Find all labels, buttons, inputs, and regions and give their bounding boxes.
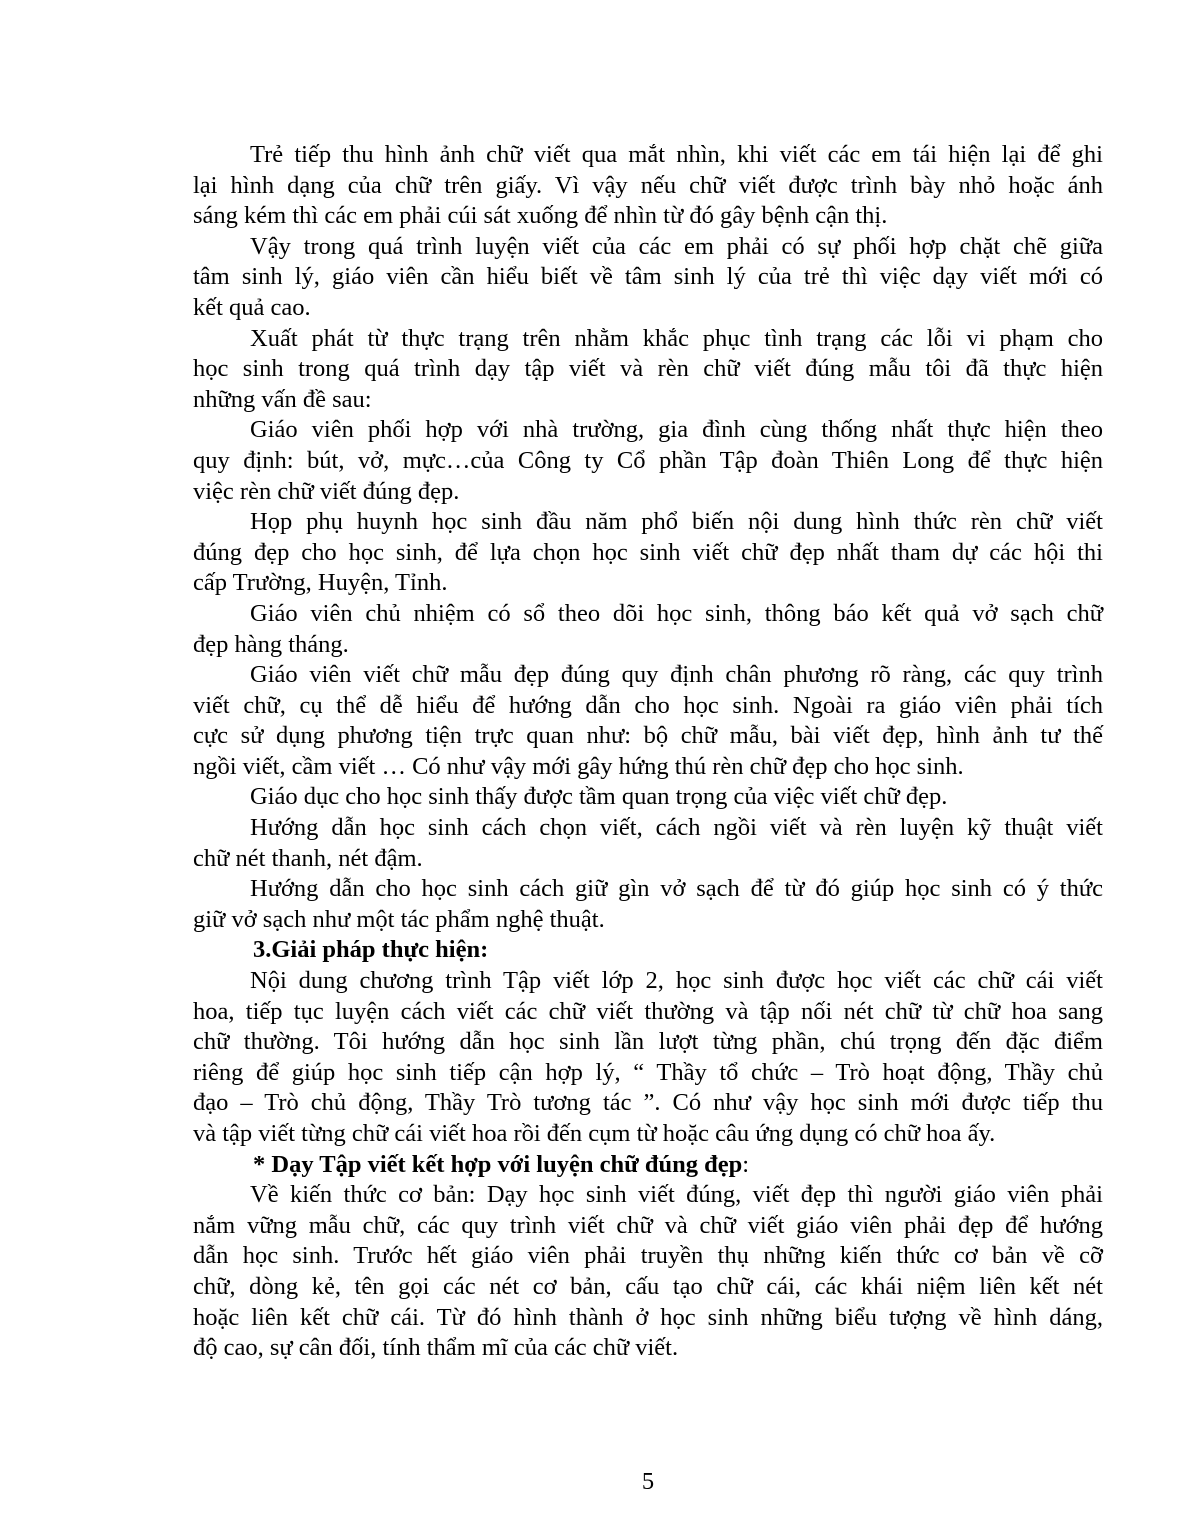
paragraph-notebook (193, 874, 1103, 935)
text-line: kết quả cao. (193, 293, 311, 321)
text-line: Nội dung chương trình Tập viết lớp 2, học sinh được học viết các chữ cái viết (250, 967, 1103, 995)
text-line: viết chữ, cụ thể dễ hiểu để hướng dẫn cho học sinh. Ngoài ra giáo viên phải tích (193, 691, 1103, 719)
text-line: giữ vở sạch như một tác phẩm nghệ thuật. (193, 905, 605, 933)
text-line: hoặc liên kết chữ cái. Từ đó hình thành ở học sinh những biểu tượng về hình dáng, (193, 1303, 1103, 1331)
text-line: Giáo viên phối hợp với nhà trường, gia đình cùng thống nhất thực hiện theo (250, 416, 1103, 444)
paragraph-knowledge (193, 1180, 1103, 1364)
text-line: riêng để giúp học sinh tiếp cận hợp lý, “ Thầy tổ chức – Trò hoạt động, Thầy chủ (193, 1058, 1103, 1086)
text-line: đẹp hàng tháng. (193, 630, 349, 658)
paragraph-model-writing (193, 660, 1103, 782)
section-heading-3 (193, 935, 1103, 966)
text-line: việc rèn chữ viết đúng đẹp. (193, 477, 460, 505)
text-line: Hướng dẫn cho học sinh cách giữ gìn vở sạch để từ đó giúp học sinh có ý thức (250, 875, 1103, 903)
text-line: Về kiến thức cơ bản: Dạy học sinh viết đúng, viết đẹp thì người giáo viên phải (250, 1181, 1103, 1209)
text-line: chữ thường. Tôi hướng dẫn học sinh lần lượt từng phần, chú trọng đến đặc điểm (193, 1028, 1103, 1056)
paragraph-origin (193, 324, 1103, 416)
text-line: chữ, dòng kẻ, tên gọi các nét cơ bản, cấu tạo chữ cái, các khái niệm liên kết nét (193, 1272, 1103, 1300)
text-line: Trẻ tiếp thu hình ảnh chữ viết qua mắt nhìn, khi viết các em tái hiện lại để ghi (250, 141, 1103, 168)
text-line: ngồi viết, cầm viết … Có như vậy mới gây hứng thú rèn chữ đẹp cho học sinh. (193, 752, 964, 780)
paragraph-psychology (193, 232, 1103, 324)
text-line: Giáo dục cho học sinh thấy được tầm quan trọng của việc viết chữ đẹp. (250, 783, 948, 811)
text-line: Hướng dẫn học sinh cách chọn viết, cách ngồi viết và rèn luyện kỹ thuật viết (250, 814, 1103, 842)
text-line: hoa, tiếp tục luyện cách viết các chữ viết thường và tập nối nét chữ từ chữ hoa sang (193, 997, 1103, 1025)
text-line: Giáo viên viết chữ mẫu đẹp đúng quy định chân phương rõ ràng, các quy trình (250, 661, 1103, 689)
text-line: đạo – Trò chủ động, Thầy Trò tương tác ”. Có như vậy học sinh mới được tiếp thu (193, 1089, 1103, 1117)
text-line: lại hình dạng của chữ trên giấy. Vì vậy nếu chữ viết được trình bày nhỏ hoặc ánh (193, 171, 1103, 199)
paragraph-education (193, 782, 1103, 813)
text-line: những vấn đề sau: (193, 385, 372, 413)
text-line: đúng đẹp cho học sinh, để lựa chọn học sinh viết chữ đẹp nhất tham dự các hội thi (193, 538, 1103, 566)
text-line: và tập viết từng chữ cái viết hoa rồi đến cụm từ hoặc câu ứng dụng có chữ hoa ấy. (193, 1120, 996, 1147)
subheading (193, 1150, 1103, 1181)
paragraph-parent-meeting (193, 507, 1103, 599)
text-line: học sinh trong quá trình dạy tập viết và rèn chữ viết đúng mẫu tôi đã thực hiện (193, 355, 1103, 383)
document-body (193, 140, 1103, 1364)
text-line: cấp Trường, Huyện, Tỉnh. (193, 569, 448, 597)
paragraph-solution (193, 966, 1103, 1150)
subheading-text: * Dạy Tập viết kết hợp với luyện chữ đúng đẹp (253, 1150, 743, 1178)
subheading-colon: : (742, 1150, 750, 1178)
text-line: Vậy trong quá trình luyện viết của các em phải có sự phối hợp chặt chẽ giữa (250, 232, 1103, 260)
text-line: tâm sinh lý, giáo viên cần hiểu biết về tâm sinh lý của trẻ thì việc dạy viết mới có (193, 263, 1103, 291)
text-line: Xuất phát từ thực trạng trên nhằm khắc phục tình trạng các lỗi vi phạm cho (250, 324, 1103, 352)
text-line: Giáo viên chủ nhiệm có sổ theo dõi học sinh, thông báo kết quả vở sạch chữ (250, 599, 1103, 627)
page-number: 5 (641, 1468, 655, 1495)
paragraph-coordination (193, 415, 1103, 507)
heading-text: 3.Giải pháp thực hiện: (253, 936, 489, 964)
text-line: nắm vững mẫu chữ, các quy trình viết chữ và chữ viết giáo viên phải đẹp để hướng (193, 1211, 1103, 1239)
subheading-line (193, 1150, 1103, 1181)
text-line: sáng kém thì các em phải cúi sát xuống để nhìn từ đó gây bệnh cận thị. (193, 202, 888, 230)
paragraph-guidance (193, 813, 1103, 874)
text-line: Họp phụ huynh học sinh đầu năm phổ biến nội dung hình thức rèn chữ viết (250, 508, 1103, 536)
text-line: độ cao, sự cân đối, tính thẩm mĩ của các chữ viết. (193, 1334, 679, 1362)
text-line: quy định: bút, vở, mực…của Công ty Cổ phần Tập đoàn Thiên Long để thực hiện (193, 446, 1103, 474)
paragraph-homeroom (193, 599, 1103, 660)
text-line: cực sử dụng phương tiện trực quan như: bộ chữ mẫu, bài viết đẹp, hình ảnh tư thế (193, 722, 1103, 750)
text-line: chữ nét thanh, nét đậm. (193, 844, 423, 872)
paragraph-vision (193, 140, 1103, 232)
text-line: dẫn học sinh. Trước hết giáo viên phải truyền thụ những kiến thức cơ bản về cỡ (193, 1242, 1103, 1270)
